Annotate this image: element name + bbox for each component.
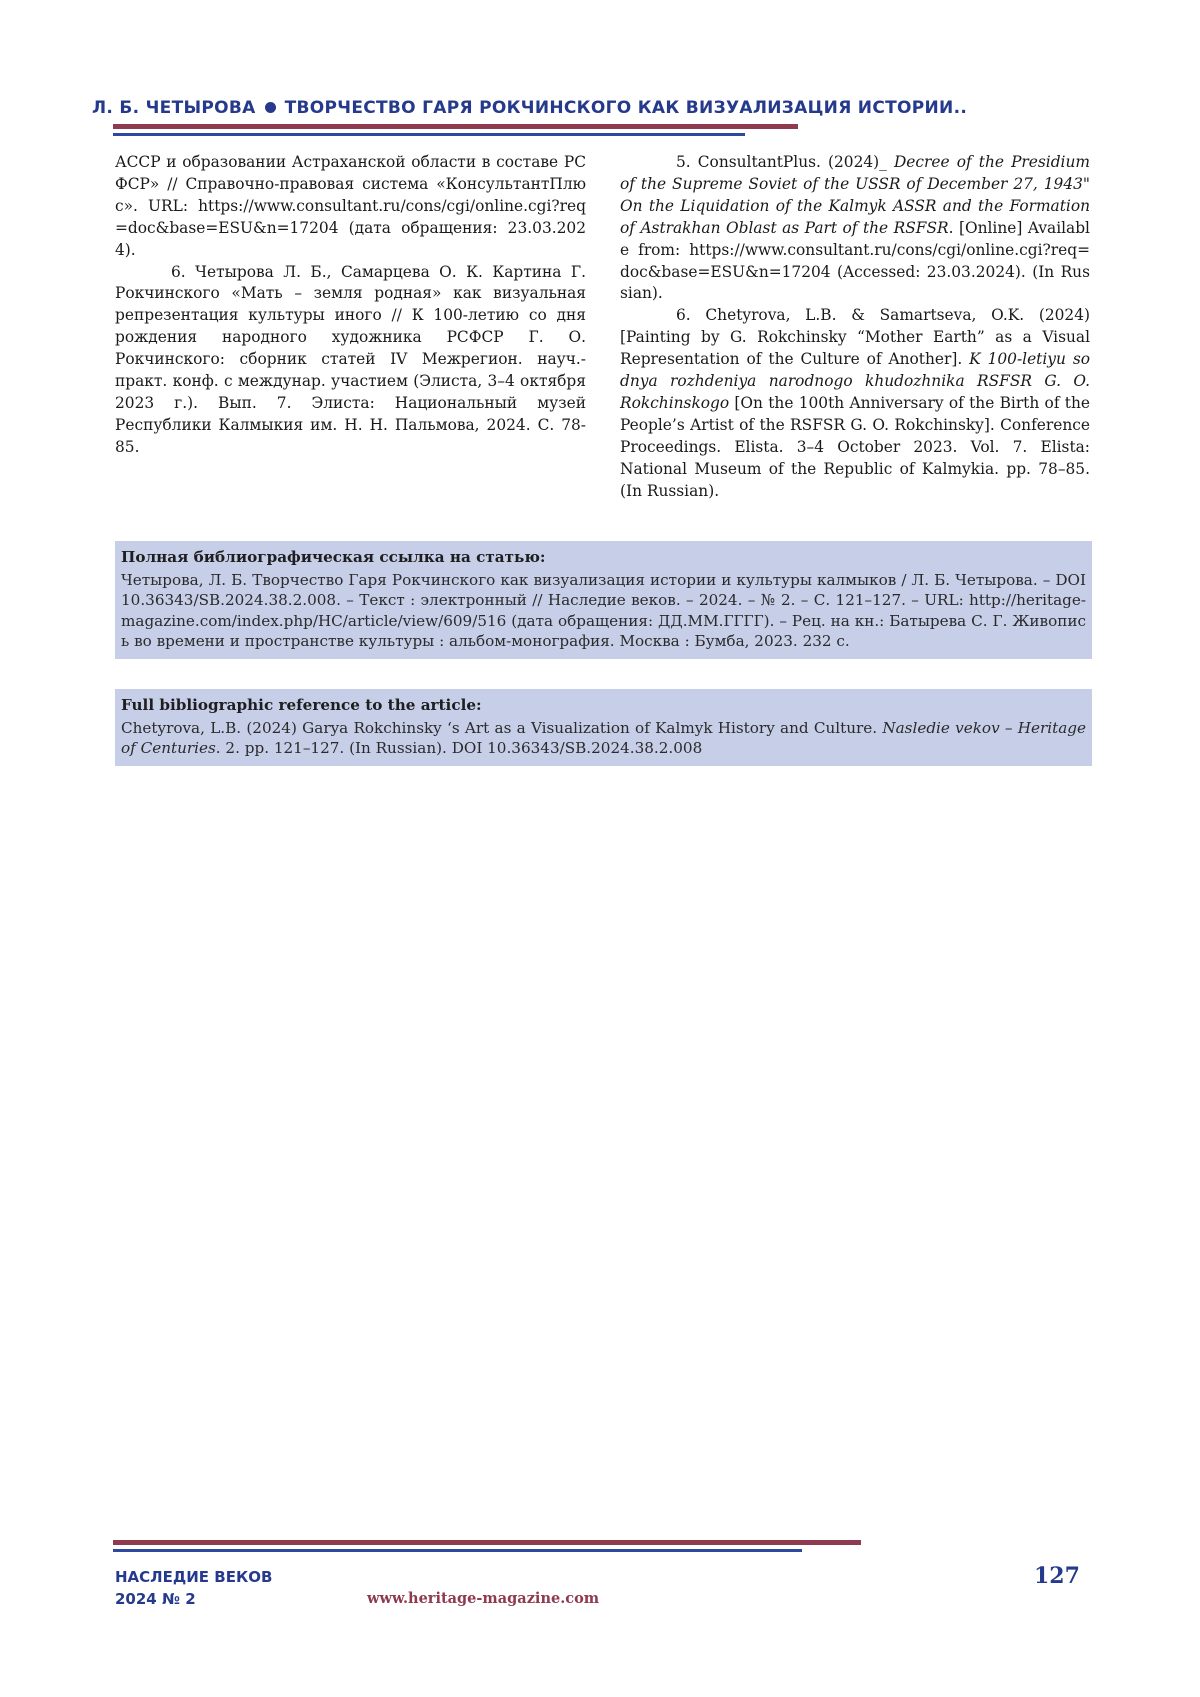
- citation-box-ru: [115, 541, 1092, 659]
- page-number: 127: [1034, 1563, 1080, 1589]
- citation-en-journal: Nasledie vekov – Heritage of Centuries: [121, 718, 1086, 758]
- reference-6-ru: 6. Четырова Л. Б., Самарцева О. К. Картина Г. Рокчинского «Мать – земля родная» как визуальная репрезентация культуры иного // К 100-летию со дня рождения народного художника РСФСР Г. О. Рокчинского: сборник статей IV Межрегион. науч.-практ. конф. с междунар. участием (Элиста, 3–4 октября 2023 г.). Вып. 7. Элиста: Национальный музей Республики Калмыкия им. Н. Н. Пальмова, 2024. С. 78-85.: [115, 262, 586, 456]
- footer-rule-red: [113, 1540, 861, 1545]
- citation-heading-ru: Полная библиографическая ссылка на статью:: [121, 548, 546, 566]
- header-author: Л. Б. ЧЕТЫРОВА: [92, 98, 256, 118]
- bullet-dot-icon: [265, 102, 276, 113]
- reference-5-en-prefix: 5. ConsultantPlus. (2024)_: [676, 153, 894, 171]
- citation-body-ru: Четырова, Л. Б. Творчество Гаря Рокчинского как визуализация истории и культуры калмыков / Л. Б. Четырова. – DOI 10.36343/SB.2024.38.2.008. – Текст : электронный // Наследие веков. – 2024. – № 2. – С. 121–127. – URL: http://heritage-magazine.com/index.php/HC/article/view/609/516 (дата обращения: ДД.ММ.ГГГГ). – Рец. на кн.: Батырева С. Г. Живопись во времени и пространстве культуры : альбом-монография. Москва : Бумба, 2023. 232 с.: [121, 570, 1086, 651]
- footer-rule-blue: [113, 1549, 802, 1552]
- footer-journal-name: НАСЛЕДИЕ ВЕКОВ: [115, 1568, 273, 1586]
- header-article-title: ТВОРЧЕСТВО ГАРЯ РОКЧИНСКОГО КАК ВИЗУАЛИЗАЦИЯ ИСТОРИИ..: [284, 98, 968, 118]
- reference-6-en-rest: [On the 100th Anniversary of the Birth of the People’s Artist of the RSFSR G. O. Rokchinsky]. Conference Proceedings. Elista. 3–4 October 2023. Vol. 7. Elista: National Museum of the Republic of Kalmykia. pp. 78–85. (In Russian).: [620, 393, 1090, 500]
- footer-issue: 2024 № 2: [115, 1590, 196, 1608]
- footer-website-link[interactable]: www.heritage-magazine.com: [367, 1590, 600, 1607]
- header-rule-red: [113, 124, 798, 129]
- header-rule-blue: [113, 133, 745, 136]
- citation-box-en: [115, 689, 1092, 766]
- reference-5-en-rest: . [Online] Available from: https://www.consultant.ru/cons/cgi/online.cgi?req=doc&base=ESU&n=17204 (Accessed: 23.03.2024). (In Russian).: [620, 218, 1090, 303]
- reference-6-en-title: K 100-letiyu so dnya rozhdeniya narodnogo khudozhnika RSFSR G. O. Rokchinskogo: [620, 350, 1090, 412]
- citation-en-rest: . 2. pp. 121–127. (In Russian). DOI 10.36343/SB.2024.38.2.008: [215, 739, 703, 758]
- reference-5-ru-continued: АССР и образовании Астраханской области в составе РСФСР» // Справочно-правовая система «КонсультантПлюс». URL: https://www.consultant.ru/cons/cgi/online.cgi?req=doc&base=ESU&n=17204 (дата обращения: 23.03.2024).: [115, 153, 586, 259]
- citation-heading-en: Full bibliographic reference to the article:: [121, 696, 482, 714]
- reference-6-en-prefix: 6. Chetyrova, L.B. & Samartseva, O.K. (2024) [Painting by G. Rokchinsky “Mother Earth” as a Visual Representation of the Culture of Another].: [620, 306, 1090, 369]
- running-header: [92, 98, 967, 118]
- citation-body-en: [121, 718, 1086, 759]
- footer-journal-block: [115, 1566, 272, 1610]
- left-column: [115, 152, 586, 459]
- right-column: [620, 152, 1090, 503]
- reference-5-en-title: Decree of the Presidium of the Supreme Soviet of the USSR of December 27, 1943" On the Liquidation of the Kalmyk ASSR and the Formation of Astrakhan Oblast as Part of the RSFSR: [620, 153, 1090, 237]
- citation-en-prefix: Chetyrova, L.B. (2024) Garya Rokchinsky ‘s Art as a Visualization of Kalmyk History and Culture.: [121, 718, 883, 737]
- reference-5-en: [620, 152, 1090, 305]
- reference-6-en: [620, 305, 1090, 502]
